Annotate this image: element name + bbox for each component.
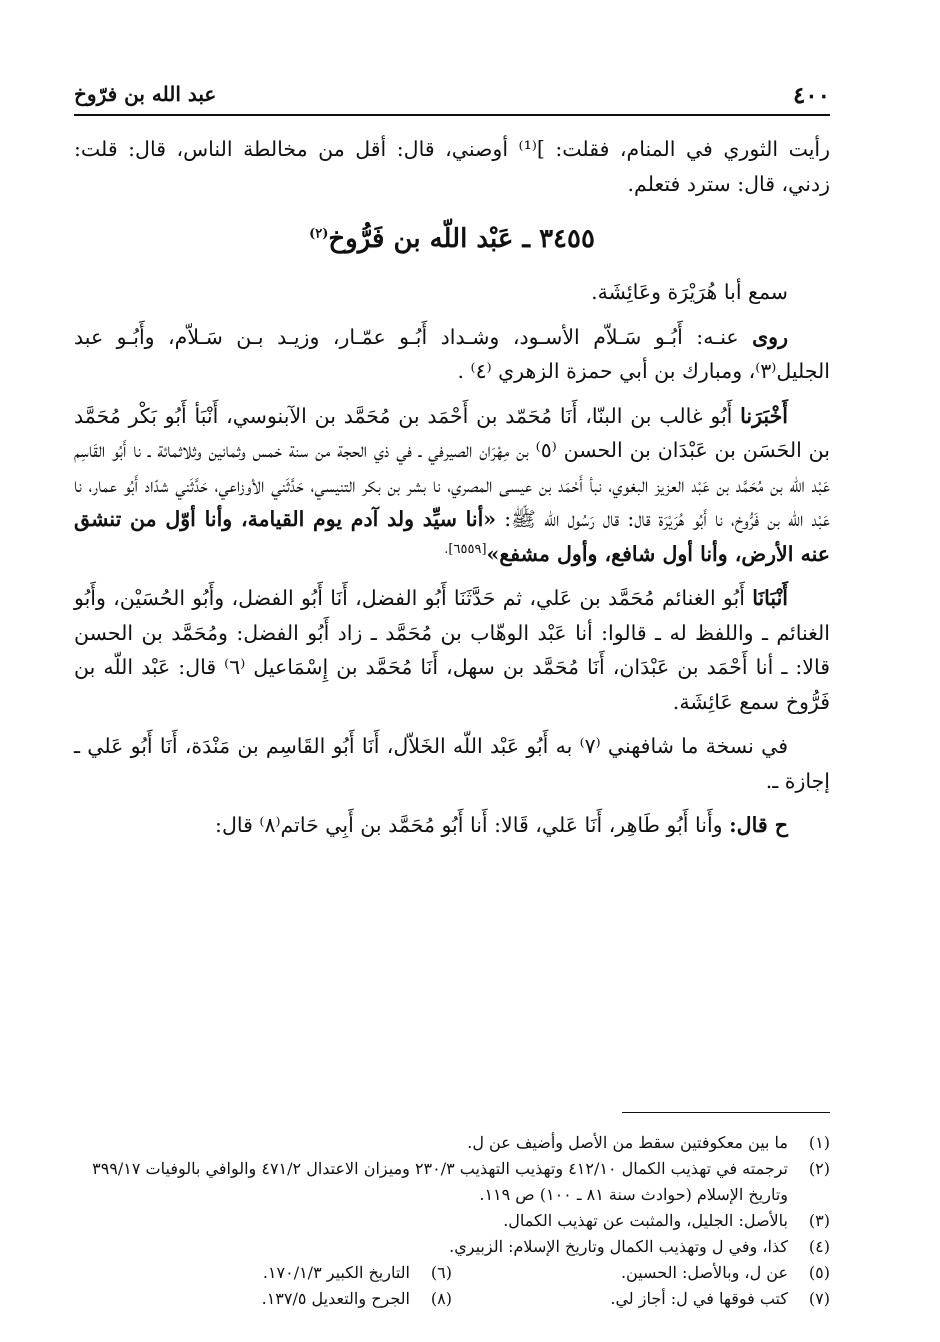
footnote-number: (٣)	[808, 1211, 830, 1230]
paragraph-7	[74, 808, 830, 843]
footnote-number: (٤)	[808, 1237, 830, 1256]
footnote-number: (٦)	[430, 1263, 452, 1282]
footnote-text: الجرح والتعديل ١٣٧/٥.	[261, 1289, 410, 1308]
paragraph-6: في نسخة ما شافهني ⁽٧⁾ به أَبُو عَبْد اللّه الخَلاّل، أَنَا أَبُو القَاسِم بن مَنْدَة، أَنَا أَبُو عَلي ـ إجازة ـ.	[74, 734, 830, 793]
paragraph-2: سمع أبا هُرَيْرَة وعَائِشَة.	[591, 280, 788, 304]
paragraph-5-text: أَبُو الغنائم مُحَمَّد بن عَلي، ثم حَدَّثَنَا أَبُو الفضل، أَنَا أَبُو الفضل، وأَبُو الحُسَيْن، وأَبُو الغنائم ـ واللفظ له ـ قالوا: أنا عَبْد الوهّاب بن مُحَمَّد ـ زاد أَبُو الفضل: ومُحَمَّد بن الحسن قالا: ـ أنا أَحْمَد بن عَبْدَان، أَنَا مُحَمَّد بن سهل، أَنَا مُحَمَّد بن إِسْمَاعيل ⁽٦⁾ قال: عَبْد اللّه بن فَرُّوخ سمع عَائِشَة.	[74, 586, 830, 714]
paragraph-5	[74, 581, 830, 719]
footnote-text: بالأصل: الجليل، والمثبت عن تهذيب الكمال.	[503, 1211, 788, 1230]
hadith-reference: [٦٥٥٩].	[444, 541, 487, 557]
footnote-text: عن ل، وبالأصل: الحسين.	[620, 1263, 788, 1282]
paragraph-4	[74, 399, 830, 572]
footnote-text: كذا، وفي ل وتهذيب الكمال وتاريخ الإسلام: الزبيري.	[449, 1237, 788, 1256]
entry-title-text: ٣٤٥٥ ـ عَبْد اللّه بن فَرُّوخ	[328, 224, 595, 254]
footnote-separator	[622, 1112, 830, 1113]
paragraph-7-text: وأَنا أَبُو طَاهِر، أَنَا عَلي، قَالا: أَنا أَبُو مُحَمَّد بن أَبِي حَاتم⁽٨⁾ قال:	[215, 813, 723, 837]
page-header	[74, 70, 830, 116]
main-text	[74, 132, 830, 843]
hadith-text: «أنا سيِّد ولد آدم يوم القيامة، وأنا أوّل من تنشق عنه الأرض، وأنا أول شافع، وأول مشفع»	[74, 507, 830, 566]
page-number: ٤٠٠	[792, 82, 830, 109]
footnote-item	[74, 1286, 452, 1312]
footnote-number: (٥)	[808, 1263, 830, 1282]
footnote-text: التاريخ الكبير ١٧٠/١/٣.	[262, 1263, 410, 1282]
footnote-number: (٧)	[808, 1289, 830, 1308]
paragraph-5-lead: أَنْبَانَا	[752, 586, 788, 610]
paragraph-4-lead: أَخْبَرَنا	[740, 403, 788, 428]
footnote-item	[452, 1286, 830, 1312]
paragraph-3	[74, 320, 830, 389]
footnote-number: (٨)	[430, 1289, 452, 1308]
footnote-item	[74, 1130, 830, 1156]
footnote-pair-row	[74, 1286, 830, 1312]
book-page	[74, 70, 830, 1310]
footnote-pair-row	[74, 1260, 830, 1286]
footnote-text: ما بين معكوفتين سقط من الأصل وأضيف عن ل.	[467, 1133, 788, 1152]
running-title: عبد الله بن فرّوخ	[74, 82, 217, 106]
footnotes	[74, 1130, 830, 1312]
footnote-item	[74, 1234, 830, 1260]
entry-title-footnote-ref: (٢)	[309, 226, 329, 242]
entry-title	[74, 219, 830, 259]
paragraph-1: رأيت الثوري في المنام، فقلت: ]⁽¹⁾ أوصني، قال: أقل من مخالطة الناس، قال: قلت: زدني، قال: سترد فتعلم.	[74, 137, 831, 196]
footnote-item	[74, 1260, 452, 1286]
footnote-text: كتب فوقها في ل: أجاز لي.	[610, 1289, 788, 1308]
footnote-text: ترجمته في تهذيب الكمال ٤١٢/١٠ وتهذيب التهذيب ٢٣٠/٣ وميزان الاعتدال ٤٧١/٢ والوافي بالوفيات ٣٩٩/١٧ وتاريخ الإسلام (حوادث سنة ٨١ ـ ١٠٠) ص ١١٩.	[92, 1159, 788, 1204]
paragraph-3-lead: روى	[752, 324, 788, 349]
paragraph-3-text: عنـه: أَبُـو سَـلاّم الأسـود، وشـداد أَبُـو عمّـار، وزيـد بـن سَـلاّم، وأَبُـو عبد الجليل⁽٣⁾، ومبارك بن أبي حمزة الزهري ⁽٤⁾ .	[74, 324, 830, 383]
footnote-item	[74, 1156, 830, 1208]
paragraph-4-text: أَبُو غالب بن البنّا، أَنَا مُحَمّد بن أَحْمَد بن مُحَمَّد بن الآبنوسي، أَنْبَأ أَبُو بَكْر مُحَمَّد بن الحَسَن بن عَبْدَان بن الحسن ⁽٥⁾ بن مِهْرَان الصيرفي ـ في ذي الحجة من سنة خمس وثمانين وثلاثمائة ـ نا أَبُو القَاسِم عَبْد اللّه بن مُحَمَّد بن عَبْد العزيز البغوي، نبأ أَحْمَد بن عيسى المصري، نا بشر بن بكر التنيسي، حَدَّثَني الأوزاعي، حَدَّثَني شدّاد أَبُو عمار، نا عَبْد اللّه بن فَرُّوخ، نا أَبُو هُرَيْرَة قال: قال رَسُول اللّه ﷺ:	[74, 403, 830, 531]
footnote-number: (٢)	[808, 1159, 830, 1178]
footnote-item	[74, 1208, 830, 1234]
paragraph-7-lead: ح قال:	[729, 813, 788, 837]
footnote-item	[452, 1260, 830, 1286]
footnote-number: (١)	[808, 1133, 830, 1152]
